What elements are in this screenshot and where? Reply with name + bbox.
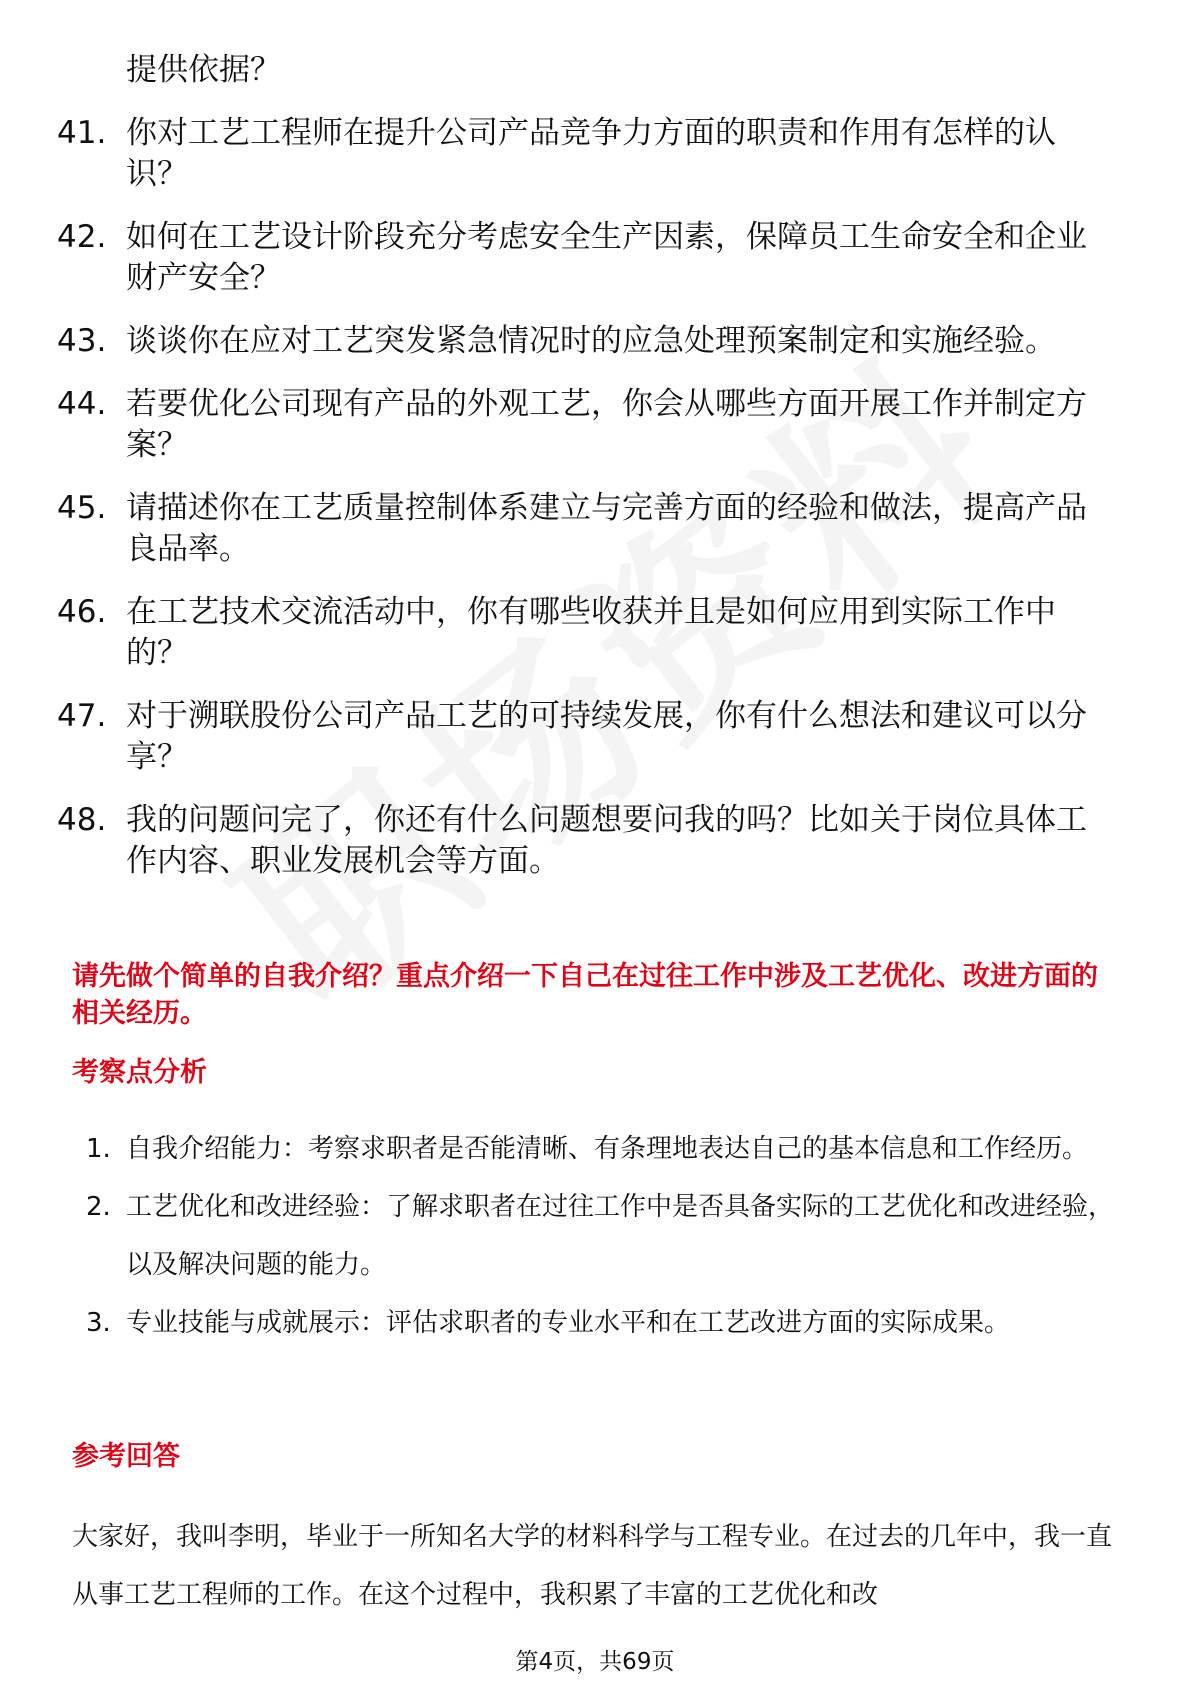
analysis-heading: 考察点分析 (72, 1057, 207, 1088)
list-item (0, 217, 1190, 299)
list-item (0, 1120, 1190, 1178)
question-number: 43. (57, 323, 107, 359)
question-text: 在工艺技术交流活动中，你有哪些收获并且是如何应用到实际工作中的？ (126, 594, 1056, 671)
featured-question: 请先做个简单的自我介绍？重点介绍一下自己在过往工作中涉及工艺优化、改进方面的相关经历。 (72, 961, 1098, 1029)
list-item (0, 800, 1190, 882)
list-item (0, 113, 1190, 195)
point-text: 工艺优化和改进经验：了解求职者在过往工作中是否具备实际的工艺优化和改进经验，以及解决问题的能力。 (126, 1192, 1115, 1280)
list-item (0, 384, 1190, 466)
question-number: 42. (57, 219, 107, 255)
question-text: 如何在工艺设计阶段充分考虑安全生产因素，保障员工生命安全和企业财产安全？ (126, 219, 1087, 296)
list-item (0, 592, 1190, 674)
list-item (0, 696, 1190, 778)
question-text: 请描述你在工艺质量控制体系建立与完善方面的经验和做法，提高产品良品率。 (126, 490, 1087, 567)
question-number: 45. (57, 490, 107, 526)
list-item (0, 50, 1190, 91)
question-number: 41. (57, 115, 107, 151)
question-number: 48. (57, 802, 107, 838)
question-list (0, 50, 1190, 904)
question-text: 我的问题问完了，你还有什么问题想要问我的吗？比如关于岗位具体工作内容、职业发展机会等方面。 (126, 802, 1087, 879)
answer-heading: 参考回答 (72, 1441, 180, 1472)
page-footer: 第4页，共69页 (515, 1649, 675, 1675)
question-text: 提供依据？ (126, 52, 281, 88)
question-number: 46. (57, 594, 107, 630)
question-text: 谈谈你在应对工艺突发紧急情况时的应急处理预案制定和实施经验。 (126, 323, 1056, 359)
point-number: 2. (86, 1192, 111, 1222)
point-number: 3. (86, 1308, 111, 1338)
analysis-list (0, 1120, 1190, 1352)
list-item (0, 321, 1190, 362)
question-number: 44. (57, 386, 107, 422)
question-text: 对于溯联股份公司产品工艺的可持续发展，你有什么想法和建议可以分享？ (126, 698, 1087, 775)
answer-paragraph: 大家好，我叫李明，毕业于一所知名大学的材料科学与工程专业。在过去的几年中，我一直从事工艺工程师的工作。在这个过程中，我积累了丰富的工艺优化和改 (72, 1522, 1113, 1610)
point-text: 自我介绍能力：考察求职者是否能清晰、有条理地表达自己的基本信息和工作经历。 (126, 1134, 1089, 1164)
point-text: 专业技能与成就展示：评估求职者的专业水平和在工艺改进方面的实际成果。 (126, 1308, 1011, 1338)
list-item (0, 1178, 1190, 1294)
question-text: 你对工艺工程师在提升公司产品竞争力方面的职责和作用有怎样的认识？ (126, 115, 1056, 192)
question-number (0, 50, 126, 91)
list-item (0, 1294, 1190, 1352)
list-item (0, 488, 1190, 570)
question-text: 若要优化公司现有产品的外观工艺，你会从哪些方面开展工作并制定方案？ (126, 386, 1087, 463)
point-number: 1. (86, 1134, 111, 1164)
question-number: 47. (57, 698, 107, 734)
